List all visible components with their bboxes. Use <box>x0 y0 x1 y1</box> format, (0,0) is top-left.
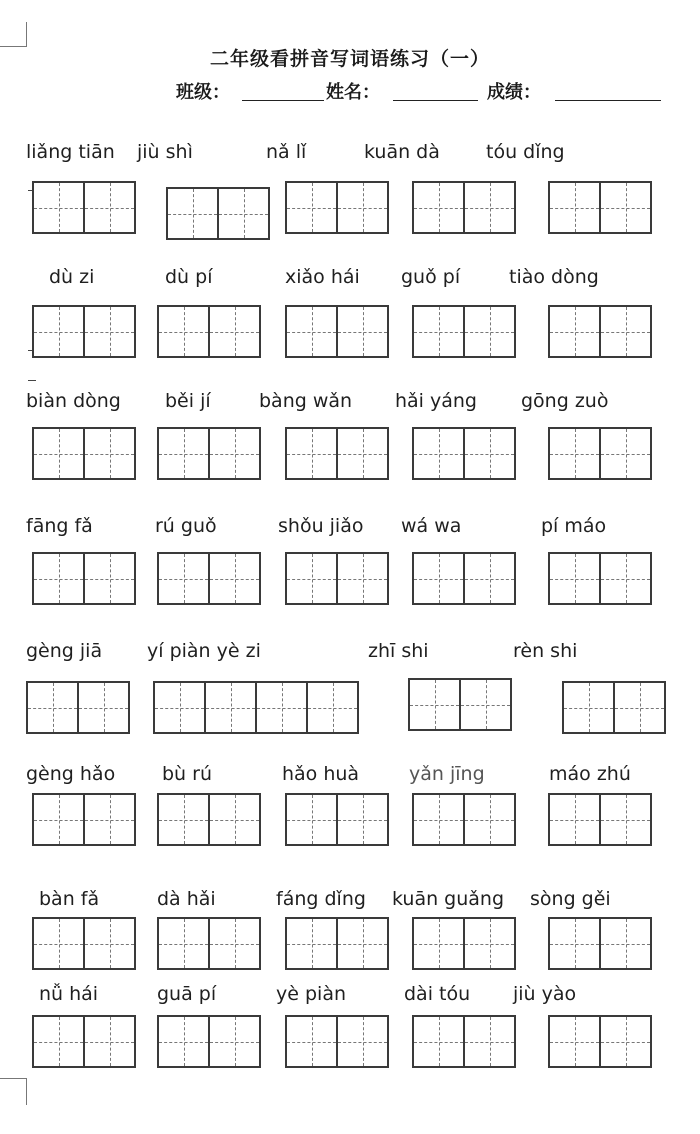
tianzige-cell[interactable] <box>34 307 83 356</box>
tianzige-cell[interactable] <box>599 307 650 356</box>
tianzige-answer-box[interactable] <box>32 793 136 846</box>
tianzige-answer-box[interactable] <box>166 187 270 240</box>
crop-mark-bottom-left <box>0 1078 27 1105</box>
tianzige-cell[interactable] <box>159 554 208 603</box>
tianzige-cell[interactable] <box>34 429 83 478</box>
pinyin-prompt: dù zi <box>49 266 95 288</box>
tianzige-cell[interactable] <box>336 183 387 232</box>
pinyin-prompt: bàng wǎn <box>259 390 353 412</box>
tianzige-answer-box[interactable] <box>157 427 261 480</box>
pinyin-prompt: bàn fǎ <box>39 888 100 910</box>
tianzige-answer-box[interactable] <box>548 1015 652 1068</box>
tianzige-answer-box[interactable] <box>548 793 652 846</box>
tianzige-cell[interactable] <box>564 683 613 732</box>
pinyin-prompt: jiù shì <box>137 141 193 163</box>
tianzige-cell[interactable] <box>550 429 599 478</box>
tianzige-cell[interactable] <box>83 919 134 968</box>
pinyin-prompt: yè piàn <box>276 983 346 1005</box>
name-blank <box>393 100 478 101</box>
pinyin-prompt: máo zhú <box>549 763 631 785</box>
pinyin-prompt: nǎ lǐ <box>266 141 307 163</box>
tianzige-answer-box[interactable] <box>285 181 389 234</box>
tianzige-cell[interactable] <box>414 919 463 968</box>
tianzige-cell[interactable] <box>336 795 387 844</box>
tianzige-answer-box[interactable] <box>32 305 136 358</box>
tianzige-cell[interactable] <box>410 680 459 729</box>
pinyin-prompt: běi jí <box>165 390 211 412</box>
pinyin-prompt: rèn shi <box>513 640 578 662</box>
tianzige-cell[interactable] <box>159 919 208 968</box>
pinyin-prompt: gèng jiā <box>26 640 103 662</box>
tianzige-answer-box[interactable] <box>285 427 389 480</box>
tianzige-answer-box[interactable] <box>157 552 261 605</box>
tianzige-answer-box[interactable] <box>285 552 389 605</box>
tianzige-cell[interactable] <box>550 919 599 968</box>
tianzige-answer-box[interactable] <box>412 181 516 234</box>
tianzige-cell[interactable] <box>83 554 134 603</box>
tianzige-answer-box[interactable] <box>153 681 359 734</box>
tianzige-answer-box[interactable] <box>285 793 389 846</box>
tianzige-cell[interactable] <box>550 1017 599 1066</box>
pinyin-prompt: yǎn jīng <box>409 763 485 785</box>
pinyin-prompt: gōng zuò <box>521 390 609 412</box>
score-label: 成绩： <box>487 82 541 103</box>
score-blank <box>555 100 661 101</box>
tianzige-cell[interactable] <box>28 683 77 732</box>
tianzige-answer-box[interactable] <box>408 678 512 731</box>
tianzige-answer-box[interactable] <box>412 427 516 480</box>
tianzige-cell[interactable] <box>287 795 336 844</box>
tianzige-cell[interactable] <box>336 429 387 478</box>
worksheet-title: 二年级看拼音写词语练习（一） <box>209 48 490 70</box>
pinyin-prompt: gèng hǎo <box>26 763 116 785</box>
pinyin-prompt: fāng fǎ <box>26 515 93 537</box>
tianzige-answer-box[interactable] <box>285 1015 389 1068</box>
tianzige-cell[interactable] <box>34 1017 83 1066</box>
tianzige-cell[interactable] <box>599 1017 650 1066</box>
tianzige-cell[interactable] <box>34 795 83 844</box>
class-blank <box>242 100 324 101</box>
tianzige-cell[interactable] <box>255 683 306 732</box>
tianzige-cell[interactable] <box>336 554 387 603</box>
tianzige-cell[interactable] <box>34 183 83 232</box>
pinyin-prompt: jiù yào <box>513 983 577 1005</box>
tianzige-cell[interactable] <box>287 554 336 603</box>
tianzige-answer-box[interactable] <box>157 305 261 358</box>
pinyin-prompt: kuān dà <box>364 141 440 163</box>
tianzige-answer-box[interactable] <box>32 1015 136 1068</box>
tianzige-answer-box[interactable] <box>32 917 136 970</box>
tianzige-answer-box[interactable] <box>412 1015 516 1068</box>
tianzige-cell[interactable] <box>306 683 357 732</box>
class-label: 班级： <box>176 82 230 103</box>
pinyin-prompt: hǎi yáng <box>395 390 477 412</box>
tianzige-cell[interactable] <box>336 307 387 356</box>
tianzige-cell[interactable] <box>83 307 134 356</box>
pinyin-prompt: xiǎo hái <box>285 266 360 288</box>
tianzige-cell[interactable] <box>159 795 208 844</box>
pinyin-prompt: dà hǎi <box>157 888 216 910</box>
name-label: 姓名： <box>326 82 380 103</box>
pinyin-prompt: wá wa <box>401 515 462 537</box>
tianzige-answer-box[interactable] <box>548 917 652 970</box>
tianzige-cell[interactable] <box>287 307 336 356</box>
tianzige-answer-box[interactable] <box>548 305 652 358</box>
tianzige-cell[interactable] <box>336 1017 387 1066</box>
pinyin-prompt: zhī shi <box>368 640 429 662</box>
pinyin-prompt: tóu dǐng <box>486 141 565 163</box>
tianzige-answer-box[interactable] <box>157 793 261 846</box>
tianzige-cell[interactable] <box>217 189 268 238</box>
pinyin-prompt: biàn dòng <box>26 390 121 412</box>
tianzige-cell[interactable] <box>159 429 208 478</box>
tianzige-answer-box[interactable] <box>548 552 652 605</box>
tianzige-answer-box[interactable] <box>32 181 136 234</box>
tianzige-cell[interactable] <box>83 795 134 844</box>
tianzige-cell[interactable] <box>159 1017 208 1066</box>
tianzige-cell[interactable] <box>550 183 599 232</box>
tianzige-answer-box[interactable] <box>412 552 516 605</box>
tianzige-answer-box[interactable] <box>285 917 389 970</box>
tianzige-cell[interactable] <box>550 554 599 603</box>
tianzige-cell[interactable] <box>463 183 514 232</box>
tianzige-cell[interactable] <box>287 919 336 968</box>
tianzige-answer-box[interactable] <box>285 305 389 358</box>
tianzige-cell[interactable] <box>599 795 650 844</box>
tianzige-cell[interactable] <box>613 683 664 732</box>
tianzige-answer-box[interactable] <box>412 917 516 970</box>
pinyin-prompt: pí máo <box>541 515 607 537</box>
tianzige-cell[interactable] <box>208 307 259 356</box>
tianzige-cell[interactable] <box>459 680 510 729</box>
pinyin-prompt: dài tóu <box>404 983 471 1005</box>
tianzige-cell[interactable] <box>550 307 599 356</box>
pinyin-prompt: guā pí <box>157 983 217 1005</box>
tianzige-cell[interactable] <box>287 183 336 232</box>
tianzige-cell[interactable] <box>463 307 514 356</box>
pinyin-prompt: kuān guǎng <box>392 888 505 910</box>
tianzige-cell[interactable] <box>159 307 208 356</box>
tianzige-cell[interactable] <box>287 1017 336 1066</box>
pinyin-prompt: fáng dǐng <box>276 888 366 910</box>
pinyin-prompt: rú guǒ <box>155 515 217 537</box>
pinyin-prompt: guǒ pí <box>401 266 461 288</box>
tianzige-answer-box[interactable] <box>32 552 136 605</box>
tianzige-cell[interactable] <box>599 919 650 968</box>
stray-mark <box>28 380 36 381</box>
tianzige-cell[interactable] <box>287 429 336 478</box>
pinyin-prompt: tiào dòng <box>509 266 599 288</box>
tianzige-answer-box[interactable] <box>32 427 136 480</box>
tianzige-cell[interactable] <box>463 1017 514 1066</box>
tianzige-cell[interactable] <box>34 554 83 603</box>
pinyin-prompt: dù pí <box>165 266 213 288</box>
tianzige-cell[interactable] <box>414 1017 463 1066</box>
tianzige-cell[interactable] <box>204 683 255 732</box>
tianzige-answer-box[interactable] <box>548 181 652 234</box>
tianzige-answer-box[interactable] <box>157 1015 261 1068</box>
pinyin-prompt: nǚ hái <box>39 983 99 1005</box>
tianzige-cell[interactable] <box>414 795 463 844</box>
pinyin-prompt: bù rú <box>162 763 212 785</box>
tianzige-answer-box[interactable] <box>562 681 666 734</box>
tianzige-cell[interactable] <box>168 189 217 238</box>
pinyin-prompt: hǎo huà <box>282 763 360 785</box>
tianzige-cell[interactable] <box>463 554 514 603</box>
tianzige-cell[interactable] <box>550 795 599 844</box>
tianzige-answer-box[interactable] <box>412 305 516 358</box>
pinyin-prompt: liǎng tiān <box>26 141 115 163</box>
tianzige-cell[interactable] <box>336 919 387 968</box>
tianzige-cell[interactable] <box>208 919 259 968</box>
tianzige-cell[interactable] <box>414 429 463 478</box>
tianzige-answer-box[interactable] <box>157 917 261 970</box>
tianzige-cell[interactable] <box>208 795 259 844</box>
tianzige-answer-box[interactable] <box>26 681 130 734</box>
tianzige-cell[interactable] <box>463 429 514 478</box>
tianzige-cell[interactable] <box>77 683 128 732</box>
tianzige-answer-box[interactable] <box>412 793 516 846</box>
tianzige-cell[interactable] <box>34 919 83 968</box>
tianzige-answer-box[interactable] <box>548 427 652 480</box>
tianzige-cell[interactable] <box>83 429 134 478</box>
tianzige-cell[interactable] <box>599 183 650 232</box>
tianzige-cell[interactable] <box>463 919 514 968</box>
tianzige-cell[interactable] <box>83 183 134 232</box>
tianzige-cell[interactable] <box>208 554 259 603</box>
tianzige-cell[interactable] <box>463 795 514 844</box>
pinyin-prompt: sòng gěi <box>530 888 611 910</box>
tianzige-cell[interactable] <box>414 183 463 232</box>
tianzige-cell[interactable] <box>414 554 463 603</box>
tianzige-cell[interactable] <box>208 1017 259 1066</box>
tianzige-cell[interactable] <box>599 429 650 478</box>
tianzige-cell[interactable] <box>208 429 259 478</box>
tianzige-cell[interactable] <box>83 1017 134 1066</box>
pinyin-prompt: shǒu jiǎo <box>278 515 364 537</box>
tianzige-cell[interactable] <box>155 683 204 732</box>
tianzige-cell[interactable] <box>599 554 650 603</box>
pinyin-prompt: yí piàn yè zi <box>147 640 261 662</box>
tianzige-cell[interactable] <box>414 307 463 356</box>
